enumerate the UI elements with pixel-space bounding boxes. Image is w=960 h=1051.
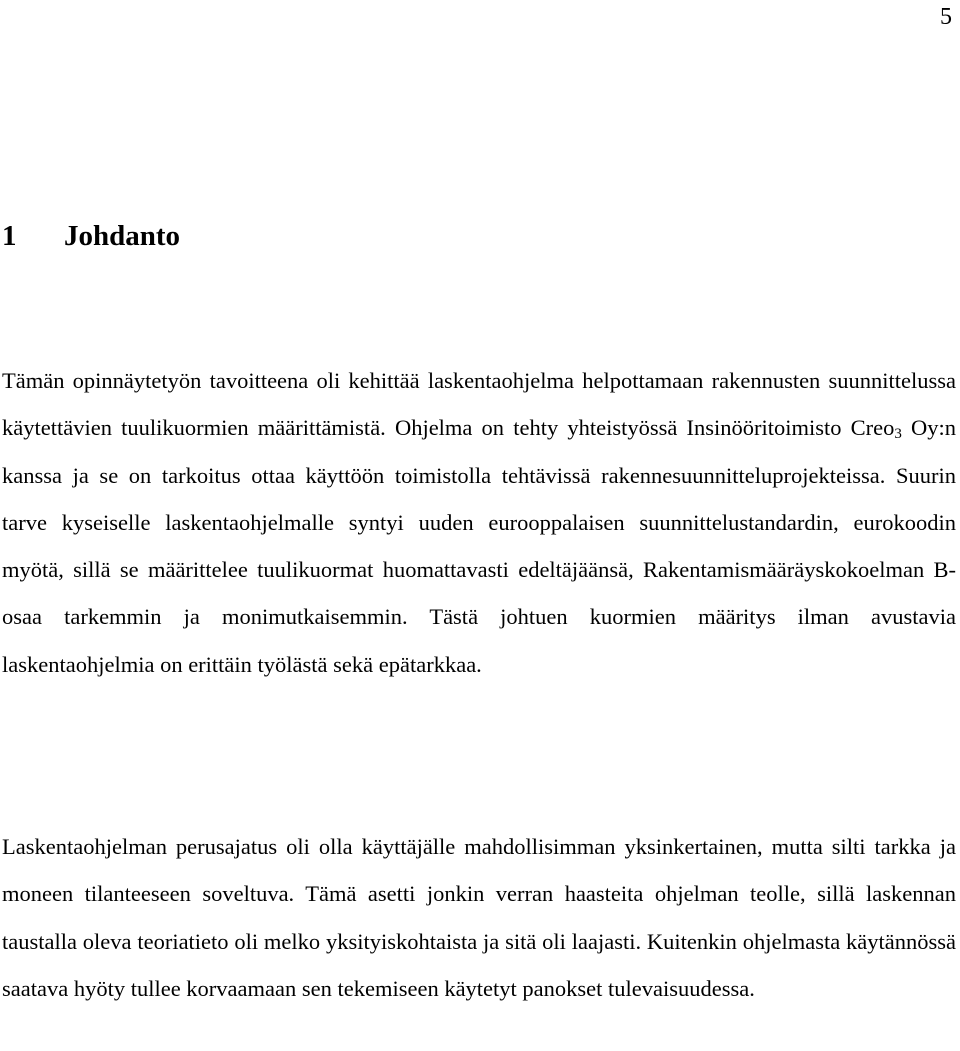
paragraph-1: [2, 357, 956, 688]
section-heading: [2, 218, 180, 254]
section-number: 1: [2, 220, 17, 252]
section-title: Johdanto: [64, 220, 181, 252]
paragraph-1-text-end: Oy:n kanssa ja se on tarkoitus ottaa käyttöön toimistolla tehtävissä rakennesuunnitteluprojekteissa. Suurin tarve kyseiselle laskentaohjelmalle syntyi uuden eurooppalaisen suunnittelustandardin, eurokoodin myötä, sillä se määrittelee tuulikuormat huomattavasti edeltäjäänsä, Rakentamismääräyskokoelman B-osaa tarkemmin ja monimutkaisemmin. Tästä johtuen kuormien määritys ilman avustavia laskentaohjelmia on erittäin työlästä sekä epätarkkaa.: [2, 415, 957, 677]
paragraph-1-subscript: 3: [894, 426, 902, 443]
paragraph-1-text-start: Tämän opinnäytetyön tavoitteena oli kehittää laskentaohjelma helpottamaan rakennusten suunnittelussa käytettävien tuulikuormien määrittämistä. Ohjelma on tehty yhteistyössä Insinööritoimisto Creo: [2, 368, 956, 441]
page-number: 5: [940, 4, 952, 30]
paragraph-2: Laskentaohjelman perusajatus oli olla käyttäjälle mahdollisimman yksinkertainen, mutta silti tarkka ja moneen tilanteeseen soveltuva. Tämä asetti jonkin verran haasteita ohjelman teolle, sillä laskennan taustalla oleva teoriatieto oli melko yksityiskohtaista ja sitä oli laajasti. Kuitenkin ohjelmasta käytännössä saatava hyöty tullee korvaamaan sen tekemiseen käytetyt panokset tulevaisuudessa.: [2, 834, 956, 1001]
